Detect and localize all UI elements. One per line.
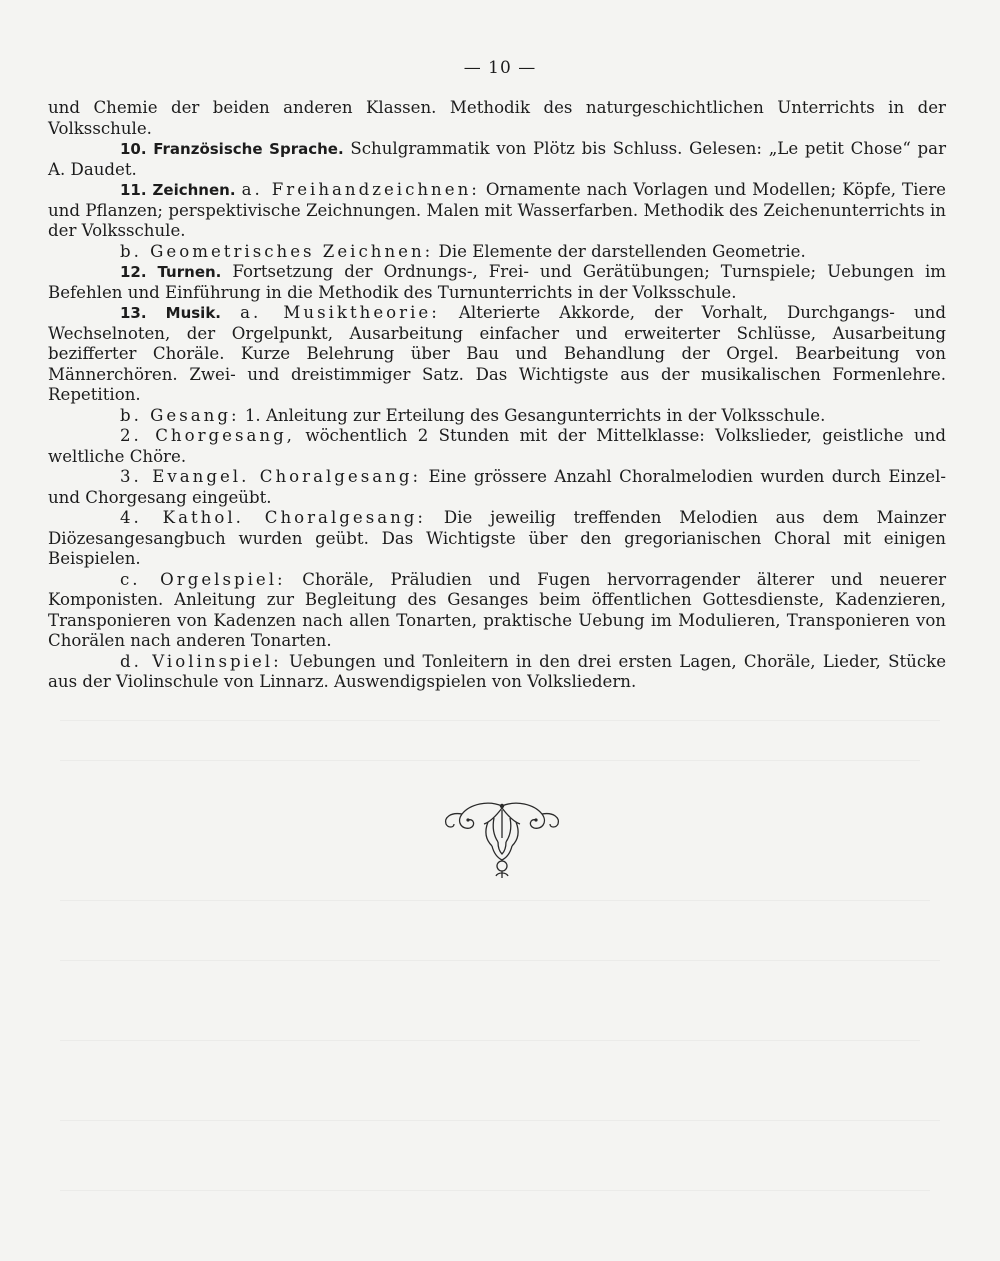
subsection-label-orgelspiel: c. Orgelspiel: — [120, 569, 286, 589]
paragraph-text: Fortsetzung der Ordnungs-, Frei- und Gerätübungen; Turnspiele; Uebungen im Befehlen und Einführung in die Methodik des Turnunterrichts in der Volksschule. — [48, 262, 947, 302]
document-body — [48, 98, 946, 693]
subsection-label-violinspiel: d. Violinspiel: — [120, 651, 282, 671]
paragraph-franzoesisch — [48, 139, 946, 180]
subsection-label-geometrisches-zeichnen: b. Geometrisches Zeichnen: — [120, 241, 434, 261]
paragraph-text: Eine grössere Anzahl Choralmelodien wurden durch Einzel- und Chorgesang eingeübt. — [48, 467, 946, 507]
paragraph-text: Uebungen und Tonleitern in den drei ersten Lagen, Choräle, Lieder, Stücke aus der Violinschule von Linnarz. Auswendigspielen von Volksliedern. — [48, 651, 947, 691]
paragraph-chemie-methodik — [48, 98, 946, 139]
paragraph-turnen — [48, 262, 946, 303]
subsection-label-musiktheorie: a. Musiktheorie: — [240, 303, 440, 322]
paragraph-evangel-choralgesang — [48, 467, 946, 508]
paragraph-zeichnen — [48, 180, 946, 242]
paragraph-text: Choräle, Präludien und Fugen hervorragender älterer und neuerer Komponisten. Anleitung zur Begleitung des Gesanges beim öffentlichen Gottesdienste, Kadenzieren, Transponieren von Kadenzen nach allen Tonarten, praktische Uebung im Modulieren, Transponieren von Chorälen nach anderen Tonarten. — [48, 569, 947, 650]
subsection-label-evangel-choralgesang: 3. Evangel. Choralgesang: — [120, 467, 422, 486]
section-heading-zeichnen: 11. Zeichnen. — [120, 181, 236, 199]
floral-vignette-icon — [440, 798, 564, 880]
paragraph-text: Ornamente nach Vorlagen und Modellen; Köpfe, Tiere und Pflanzen; perspektivische Zeichnungen. Malen mit Wasserfarben. Methodik des Zeichenunterrichts in der Volksschule. — [48, 180, 946, 240]
paragraph-text: 1. Anleitung zur Erteilung des Gesangunterrichts in der Volksschule. — [244, 405, 826, 425]
section-heading-turnen: 12. Turnen. — [120, 263, 222, 281]
subsection-label-freihandzeichnen: a. Freihandzeichnen: — [241, 180, 480, 199]
paragraph-text: Die jeweilig treffenden Melodien aus dem Mainzer Diözesangesangbuch wurden geübt. Das Wichtigste über den gregorianischen Choral mit einigen Beispielen. — [48, 508, 946, 568]
section-heading-musik: 13. Musik. — [120, 304, 221, 322]
paragraph-musik — [48, 303, 946, 406]
subsection-label-kathol-choralgesang: 4. Kathol. Choralgesang: — [120, 508, 427, 527]
paragraph-chorgesang — [48, 426, 946, 467]
paragraph-kathol-choralgesang — [48, 508, 946, 570]
page-number: — 10 — — [463, 58, 537, 78]
paragraph-text: wöchentlich 2 Stunden mit der Mittelklasse: Volkslieder, geistliche und weltliche Chöre. — [48, 426, 946, 466]
paragraph-violinspiel — [48, 652, 946, 693]
paragraph-orgelspiel — [48, 570, 946, 652]
subsection-label-gesang: b. Gesang: — [120, 405, 240, 425]
paragraph-gesang — [48, 406, 946, 427]
paragraph-text: Die Elemente der darstellenden Geometrie. — [438, 241, 806, 261]
paragraph-text: Alterierte Akkorde, der Vorhalt, Durchgangs- und Wechselnoten, der Orgelpunkt, Ausarbeitung einfacher und erweiterter Schlüsse, Ausarbeitung bezifferter Choräle. Kurze Belehrung über Bau und Behandlung der Orgel. Bearbeitung von Männerchören. Zwei- und dreistimmiger Satz. Das Wichtigste aus der musikalischen Formenlehre. Repetition. — [48, 303, 946, 404]
paragraph-text: und Chemie der beiden anderen Klassen. Methodik des naturgeschichtlichen Unterrichts in der Volksschule. — [48, 98, 946, 138]
paragraph-text: Schulgrammatik von Plötz bis Schluss. Gelesen: „Le petit Chose“ par A. Daudet. — [48, 139, 947, 179]
paragraph-geometrisches-zeichnen — [48, 242, 946, 263]
subsection-label-chorgesang: 2. Chorgesang, — [120, 426, 295, 445]
section-heading-franzoesisch: 10. Französische Sprache. — [120, 140, 344, 158]
